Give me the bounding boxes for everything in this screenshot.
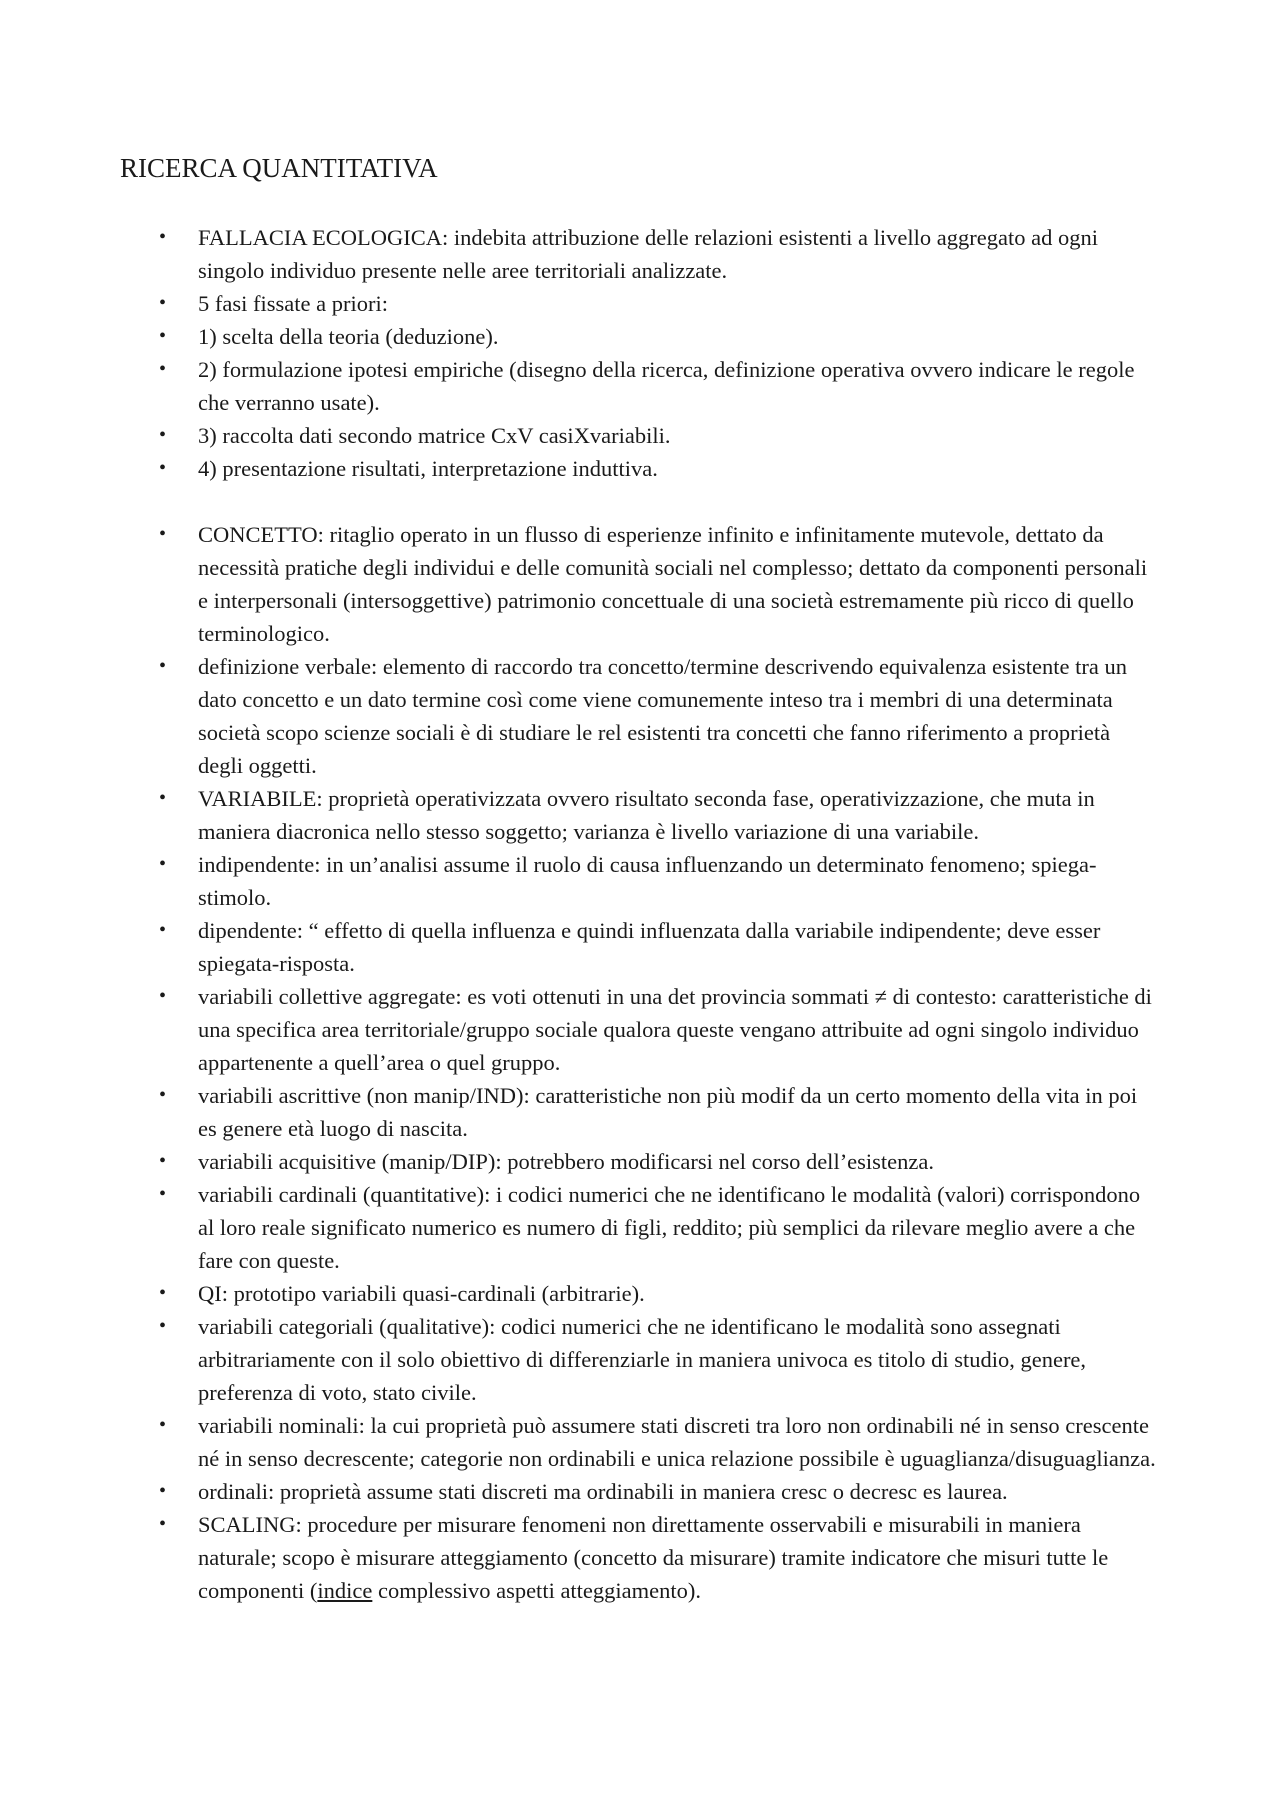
list-item-variabili-categoriali [0, 1310, 1160, 1409]
list-item-text: 3) raccolta dati secondo matrice CxV casiXvariabili. [198, 423, 671, 448]
list-item-fase-4 [0, 452, 1160, 485]
list-item-variabile [0, 782, 1160, 848]
list-item-variabili-collettive [0, 980, 1160, 1079]
list-item-variabili-acquisitive [0, 1145, 1160, 1178]
list-item-fase-3 [0, 419, 1160, 452]
list-item-text: 4) presentazione risultati, interpretazione induttiva. [198, 456, 658, 481]
list-item-dipendente [0, 914, 1160, 980]
list-item-fasi [0, 287, 1160, 320]
list-item-qi [0, 1277, 1160, 1310]
list-item-fase-2 [0, 353, 1160, 419]
bullet-icon: • [159, 919, 167, 941]
list-item-concetto [0, 518, 1160, 650]
list-item-text: variabili collettive aggregate: es voti ottenuti in una det provincia sommati ≠ di contesto: caratteristiche di una specifica area territoriale/gruppo sociale qualora queste vengano attribuite ad ogni singolo individuo appartenente a quell’area o quel gruppo. [198, 984, 1152, 1075]
list-item-text: variabili cardinali (quantitative): i codici numerici che ne identificano le modalità (valori) corrispondono al loro reale significato numerico es numero di figli, reddito; più semplici da rilevare meglio avere a che fare con queste. [198, 1182, 1141, 1273]
list-item-indipendente [0, 848, 1160, 914]
bullet-icon: • [159, 655, 167, 677]
notes-list [0, 221, 1280, 1607]
list-item-fase-1 [0, 320, 1160, 353]
list-item-text: variabili acquisitive (manip/DIP): potrebbero modificarsi nel corso dell’esistenza. [198, 1149, 935, 1174]
bullet-icon: • [159, 787, 167, 809]
bullet-icon: • [159, 292, 167, 314]
bullet-icon: • [159, 226, 167, 248]
bullet-icon: • [159, 457, 167, 479]
bullet-icon: • [159, 1084, 167, 1106]
list-item-fallacia-ecologica [0, 221, 1160, 287]
list-item-scaling [0, 1508, 1160, 1607]
list-item-text: FALLACIA ECOLOGICA: indebita attribuzione delle relazioni esistenti a livello aggregato ad ogni singolo individuo presente nelle aree territoriali analizzate. [198, 225, 1098, 283]
bullet-icon: • [159, 1414, 167, 1436]
bullet-icon: • [159, 985, 167, 1007]
list-item-text: 2) formulazione ipotesi empiriche (disegno della ricerca, definizione operativa ovvero indicare le regole che verranno usate). [198, 357, 1135, 415]
bullet-icon: • [159, 1282, 167, 1304]
list-item-text: 1) scelta della teoria (deduzione). [198, 324, 499, 349]
bullet-icon: • [159, 1513, 167, 1535]
list-item-variabili-nominali [0, 1409, 1160, 1475]
bullet-icon: • [159, 358, 167, 380]
underlined-term-indice: indice [317, 1578, 373, 1603]
page-title: RICERCA QUANTITATIVA [120, 153, 438, 183]
list-item-variabili-ascrittive [0, 1079, 1160, 1145]
bullet-icon: • [159, 424, 167, 446]
list-item-text: VARIABILE: proprietà operativizzata ovvero risultato seconda fase, operativizzazione, che muta in maniera diacronica nello stesso soggetto; varianza è livello variazione di una variabile. [198, 786, 1095, 844]
scaling-text-after: complessivo aspetti atteggiamento). [372, 1578, 702, 1603]
list-item-text: variabili nominali: la cui proprietà può assumere stati discreti tra loro non ordinabili né in senso crescente né in senso decrescente; categorie non ordinabili e unica relazione possibile è uguaglianza/disuguaglianza. [198, 1413, 1156, 1471]
list-item-definizione-verbale [0, 650, 1160, 782]
list-item-ordinali [0, 1475, 1160, 1508]
bullet-icon: • [159, 325, 167, 347]
list-item-text: definizione verbale: elemento di raccordo tra concetto/termine descrivendo equivalenza esistente tra un dato concetto e un dato termine così come viene comunemente inteso tra i membri di una determinata società scopo scienze sociali è di studiare le rel esistenti tra concetti che fanno riferimento a proprietà degli oggetti. [198, 654, 1127, 778]
bullet-icon: • [159, 1183, 167, 1205]
list-item-text: ordinali: proprietà assume stati discreti ma ordinabili in maniera cresc o decresc es laurea. [198, 1479, 1008, 1504]
list-item-text [198, 1512, 1108, 1603]
bullet-icon: • [159, 853, 167, 875]
bullet-icon: • [159, 1150, 167, 1172]
scaling-text-before: SCALING: procedure per misurare fenomeni non direttamente osservabili e misurabili in maniera naturale; scopo è misurare atteggiamento (concetto da misurare) tramite indicatore che misuri tutte le componenti ( [198, 1512, 1109, 1603]
bullet-icon: • [159, 523, 167, 545]
list-item-text: dipendente: “ effetto di quella influenza e quindi influenzata dalla variabile indipendente; deve esser spiegata-risposta. [198, 918, 1101, 976]
list-item-text: 5 fasi fissate a priori: [198, 291, 388, 316]
list-item-variabili-cardinali [0, 1178, 1160, 1277]
list-item-text: variabili categoriali (qualitative): codici numerici che ne identificano le modalità sono assegnati arbitrariamente con il solo obiettivo di differenziarle in maniera univoca es titolo di studio, genere, preferenza di voto, stato civile. [198, 1314, 1087, 1405]
list-item-text: variabili ascrittive (non manip/IND): caratteristiche non più modif da un certo momento della vita in poi es genere età luogo di nascita. [198, 1083, 1138, 1141]
list-item-text: CONCETTO: ritaglio operato in un flusso di esperienze infinito e infinitamente mutevole, dettato da necessità pratiche degli individui e delle comunità sociali nel complesso; dettato da componenti personali e interpersonali (intersoggettive) patrimonio concettuale di una società estremamente più ricco di quello terminologico. [198, 522, 1148, 646]
list-item-text: indipendente: in un’analisi assume il ruolo di causa influenzando un determinato fenomeno; spiega-stimolo. [198, 852, 1097, 910]
bullet-icon: • [159, 1480, 167, 1502]
bullet-icon: • [159, 1315, 167, 1337]
list-item-text: QI: prototipo variabili quasi-cardinali (arbitrarie). [198, 1281, 645, 1306]
